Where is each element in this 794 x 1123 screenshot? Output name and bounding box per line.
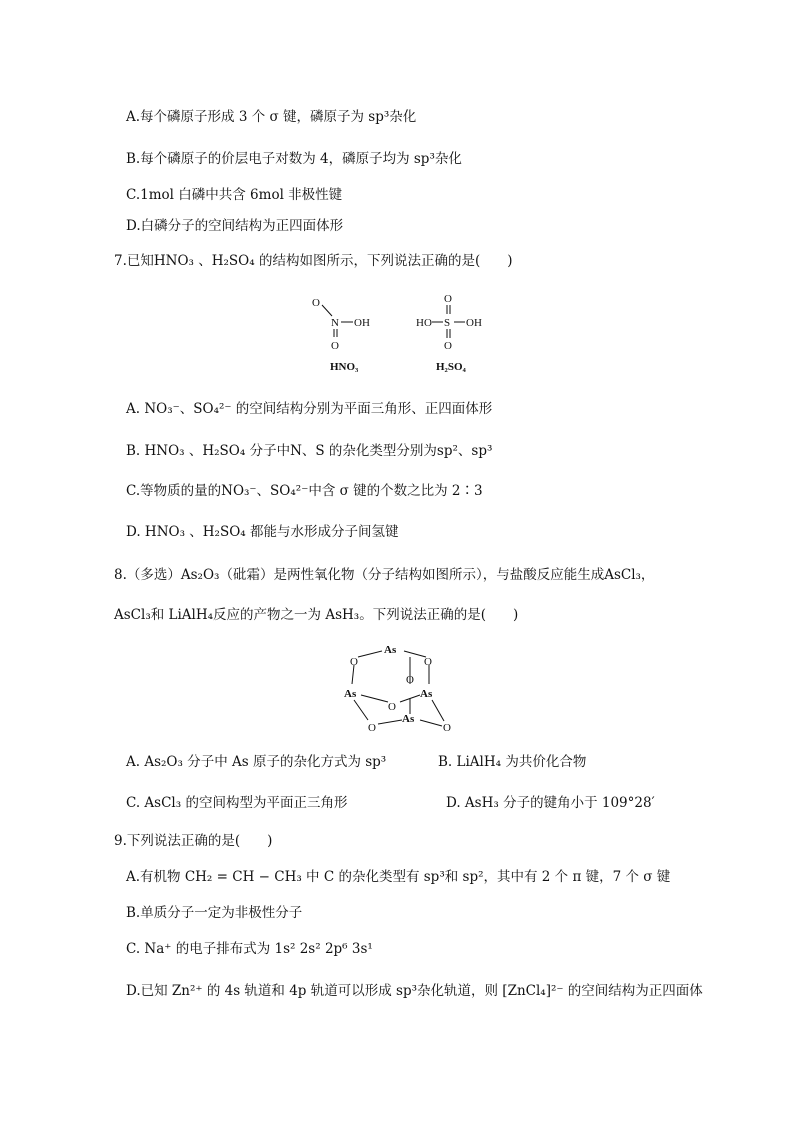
q9-option-d: D.已知 Zn²⁺ 的 4s 轨道和 4p 轨道可以形成 sp³杂化轨道，则 [ZnCl₄]²⁻ 的空间结构为正四面体 [126,983,703,999]
h2so4-s: S [444,317,451,329]
as2o3-structure-figure [330,636,470,740]
h2so4-oh: OH [466,317,482,329]
q8-stem-line2: AsCl₃和 LiAlH₄反应的产物之一为 AsH₃。下列说法正确的是( ) [114,607,519,623]
o-atom-left: O [350,656,358,668]
as-atom-left: As [344,688,357,700]
hno3-caption: HNO₃ [330,361,359,373]
q7-option-a: A. NO₃⁻、SO₄²⁻ 的空间结构分别为平面三角形、正四面体形 [126,401,493,417]
h2so4-o-top: O [444,293,452,305]
q8-option-c: C. AsCl₃ 的空间构型为平面正三角形 [126,795,348,811]
as-atom-bottom: As [402,713,415,725]
hno3-o-top: O [312,297,320,309]
o-atom-center: O [388,701,396,713]
q6-option-b: B.每个磷原子的价层电子对数为 4，磷原子均为 sp³杂化 [126,151,462,167]
hno3-n: N [331,317,339,329]
h2so4-o-bottom: O [444,340,452,352]
q8-option-a: A. As₂O₃ 分子中 As 原子的杂化方式为 sp³ [126,754,387,770]
q6-option-c: C.1mol 白磷中共含 6mol 非极性键 [126,187,343,203]
q7-stem: 7.已知HNO₃ 、H₂SO₄ 的结构如图所示，下列说法正确的是( ) [114,253,513,269]
q6-option-d: D.白磷分子的空间结构为正四面体形 [126,218,344,234]
o-atom-bottom-right: O [443,722,451,734]
hno3-structure [312,297,370,373]
q6-option-a: A.每个磷原子形成 3 个 σ 键，磷原子为 sp³杂化 [126,109,417,125]
q9-option-b: B.单质分子一定为非极性分子 [126,905,303,921]
hno3-o-bottom: O [331,340,339,352]
o-atom-center-2: O [406,674,414,686]
q9-stem: 9.下列说法正确的是( ) [114,833,273,849]
as-atom-right: As [420,688,433,700]
o-atom-bottom-left: O [368,722,376,734]
q7-option-d: D. HNO₃ 、H₂SO₄ 都能与水形成分子间氢键 [126,524,399,540]
q7-option-c: C.等物质的量的NO₃⁻、SO₄²⁻中含 σ 键的个数之比为 2∶3 [126,483,483,499]
h2so4-ho: HO [416,317,432,329]
q8-option-b: B. LiAlH₄ 为共价化合物 [438,754,587,770]
o-atom-right: O [424,656,432,668]
q9-option-a: A.有机物 CH₂ = CH − CH₃ 中 C 的杂化类型有 sp³和 sp²，其中有 2 个 π 键，7 个 σ 键 [126,869,671,885]
as-atom-top: As [384,644,397,656]
hno3-oh: OH [354,317,370,329]
q9-option-c: C. Na⁺ 的电子排布式为 1s² 2s² 2p⁶ 3s¹ [126,941,373,957]
q8-option-d: D. AsH₃ 分子的键角小于 109°28′ [446,795,655,811]
h2so4-caption: H₂SO₄ [436,361,466,373]
h2so4-structure [416,293,482,373]
q7-option-b: B. HNO₃ 、H₂SO₄ 分子中N、S 的杂化类型分别为sp²、sp³ [126,443,493,459]
q8-stem-line1: 8.（多选）As₂O₃（砒霜）是两性氧化物（分子结构如图所示），与盐酸反应能生成AsCl₃， [114,567,655,583]
q7-structures-figure [300,288,510,380]
